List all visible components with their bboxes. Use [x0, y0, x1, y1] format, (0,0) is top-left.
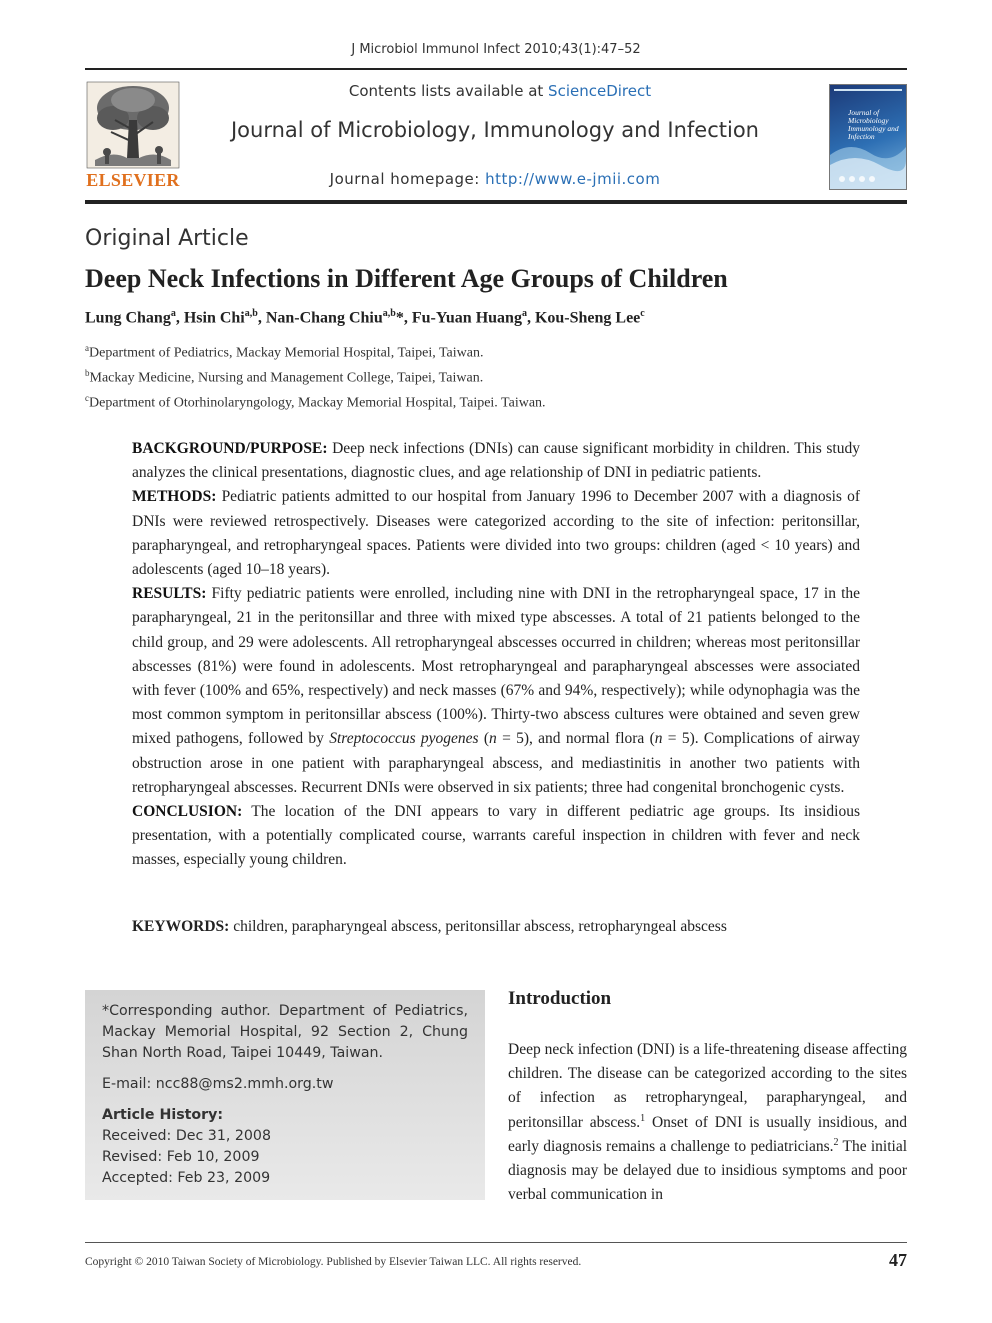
keywords: [132, 918, 860, 936]
introduction-heading: Introduction: [508, 988, 612, 1009]
affiliation-mark: b: [85, 368, 90, 378]
author-name: Kou-Sheng Lee: [534, 309, 641, 327]
intro-text: The initial diagnosis may be delayed due to insidious symptoms and poor verbal communication in: [508, 1137, 908, 1204]
contents-prefix: Contents lists available at: [348, 82, 549, 100]
homepage-prefix: Journal homepage:: [329, 170, 486, 188]
background-label: BACKGROUND/PURPOSE:: [132, 440, 328, 457]
results-text: Fifty pediatric patients were enrolled, including nine with DNI in the retropharyngeal space, 17 in the parapharyngeal, 21 in the peritonsillar and three with mixed type abscesses. A total of 21 patients belonged to the child group, and 29 were adolescents. All retropharyngeal abscesses occurred in children; whereas most peritonsillar abscesses (81%) were found in adolescents. Most retropharyngeal and parapharyngeal abscesses were associated with fever (100% and 65%, respectively) and neck masses (67% and 94%, respectively); while odynophagia was the most common symptom in peritonsillar abscess (100%). Thirty-two abscess cultures were obtained and seven grew mixed pathogens, followed by: [132, 585, 861, 748]
results-text: (: [478, 730, 490, 748]
publisher-name: ELSEVIER: [86, 170, 180, 190]
corresponding-author: *Corresponding author. Department of Pediatrics, Mackay Memorial Hospital, 92 Section 2, Chung Shan North Road, Taipei 10449, Taiwan.: [102, 1003, 468, 1061]
methods-text: Pediatric patients admitted to our hospital from January 1996 to December 2007 with a diagnosis of DNIs were reviewed retrospectively. Diseases were categorized according to the site of infection: peritonsillar, parapharyngeal, and retropharyngeal spaces. Patients were divided into two groups: children (aged < 10 years) and adolescents (aged 10–18 years).: [132, 488, 861, 579]
corresponding-mark: *: [395, 309, 404, 327]
results-label: RESULTS:: [132, 585, 207, 603]
author-affiliation-mark: a: [521, 308, 527, 319]
keywords-text: children, parapharyngeal abscess, peritonsillar abscess, retropharyngeal abscess: [233, 918, 727, 935]
homepage-link[interactable]: http://www.e-jmii.com: [485, 170, 661, 188]
footer-divider: [85, 1242, 907, 1243]
top-divider: [85, 68, 907, 70]
journal-citation: J Microbiol Immunol Infect 2010;43(1):47–52: [351, 42, 641, 57]
article-history: [102, 1105, 271, 1189]
reference-1[interactable]: 1: [640, 1112, 646, 1124]
sciencedirect-link[interactable]: ScienceDirect: [548, 82, 652, 100]
elsevier-logo[interactable]: [83, 80, 183, 192]
author-name: Fu-Yuan Huang: [411, 309, 522, 327]
journal-name: Journal of Microbiology, Immunology and Infection: [230, 118, 759, 142]
results-text: = 5), and normal flora (: [496, 730, 655, 748]
journal-cover-thumbnail[interactable]: [829, 84, 907, 190]
intro-text: Onset of DNI is usually insidious, and early diagnosis remains a challenge to pediatricians.: [508, 1113, 907, 1155]
author-name: Hsin Chi: [183, 309, 245, 327]
abstract-background: [132, 437, 860, 485]
revised-date: Revised: Feb 10, 2009: [102, 1149, 260, 1165]
author-name: Lung Chang: [85, 309, 171, 327]
affiliation: [85, 343, 483, 362]
affiliation-text: Department of Pediatrics, Mackay Memorial Hospital, Taipei, Taiwan.: [89, 345, 484, 361]
intro-text: Deep neck infection (DNI) is a life-threatening disease affecting children. The disease can be categorized according to the sites of infection as retropharyngeal, parapharyngeal, and peritonsillar abscess.: [508, 1041, 907, 1131]
abstract: [132, 437, 860, 873]
author-name: Nan-Chang Chiu: [265, 309, 383, 327]
author-affiliation-mark: c: [640, 308, 645, 319]
n-symbol: n: [489, 730, 497, 748]
copyright-notice: Copyright © 2010 Taiwan Society of Microbiology. Published by Elsevier Taiwan LLC. All rights reserved.: [85, 1256, 582, 1268]
methods-label: METHODS:: [132, 488, 217, 506]
conclusion-label: CONCLUSION:: [132, 803, 243, 821]
results-text: = 5). Complications of airway obstruction arose in one patient with parapharyngeal abscess, and mediastinitis in another two patients with retropharyngeal abscesses. Recurrent DNIs were observed in six patients; three had congenital bronchogenic cysts.: [132, 730, 860, 796]
history-label: Article History:: [102, 1107, 224, 1123]
abstract-conclusion: [132, 800, 860, 873]
author-affiliation-mark: a,b: [382, 308, 396, 319]
organism-name: Streptococcus pyogenes: [329, 730, 479, 748]
accepted-date: Accepted: Feb 23, 2009: [102, 1170, 271, 1186]
affiliation-mark: c: [85, 393, 89, 403]
page-number: 47: [889, 1250, 907, 1270]
affiliation-text: Department of Otorhinolaryngology, Mackay Memorial Hospital, Taipei. Taiwan.: [89, 395, 546, 411]
corresponding-email[interactable]: E-mail: ncc88@ms2.mmh.org.tw: [102, 1076, 334, 1092]
background-text: Deep neck infections (DNIs) can cause significant morbidity in children. This study analyzes the clinical presentations, diagnostic clues, and age relationship of DNI in pediatric patients.: [132, 440, 860, 482]
journal-homepage: [200, 170, 790, 188]
contents-availability: [200, 82, 800, 100]
affiliation-mark: a: [85, 343, 89, 353]
affiliation: [85, 368, 483, 387]
affiliation: [85, 393, 546, 412]
author-list: Lung Chang$^a$, Hsin Chi$^{a,b}$, Nan-Chang Chiu$^{a,b}$*, Fu-Yuan Huang$^a$, Kou-Sheng Lee$^c$: [85, 308, 645, 327]
abstract-methods: [132, 485, 860, 582]
conclusion-text: The location of the DNI appears to vary in different pediatric age groups. Its insidious presentation, with a potentially complicated course, warrants careful inspection in children with fever and neck masses, especially young children.: [132, 803, 860, 869]
reference-2[interactable]: 2: [833, 1136, 839, 1148]
abstract-results: [132, 582, 860, 800]
affiliation-text: Mackay Medicine, Nursing and Management College, Taipei, Taiwan.: [89, 370, 484, 386]
article-title: Deep Neck Infections in Different Age Groups of Children: [85, 264, 728, 293]
keywords-label: KEYWORDS:: [132, 918, 230, 935]
introduction-body: [508, 1038, 907, 1207]
author-affiliation-mark: a: [170, 308, 176, 319]
article-type: Original Article: [85, 226, 249, 251]
author-affiliation-mark: a,b: [244, 308, 258, 319]
cover-title: Journal of Microbiology Immunology and Infection: [848, 108, 899, 141]
received-date: Received: Dec 31, 2008: [102, 1128, 271, 1144]
header-divider: [85, 200, 907, 204]
n-symbol: n: [654, 730, 663, 748]
